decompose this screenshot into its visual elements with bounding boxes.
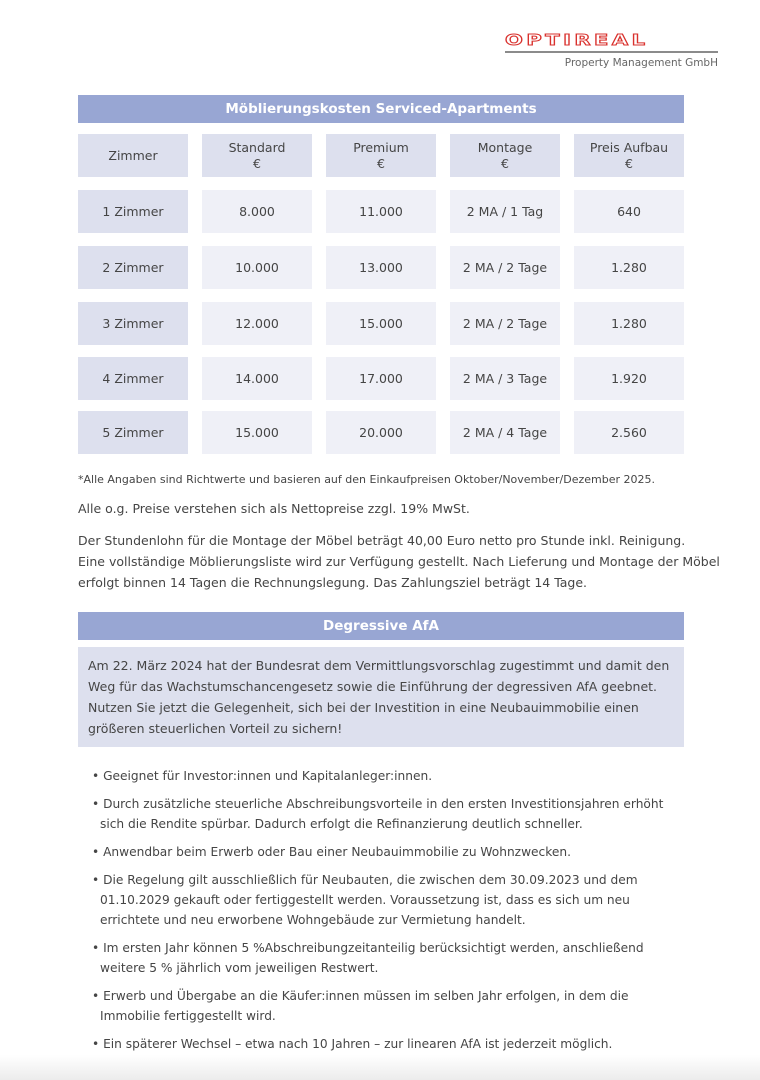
list-item: • Die Regelung gilt ausschließlich für Neubauten, die zwischen dem 30.09.2023 und dem 01.10.2029 gekauft oder fertiggestellt werden. Voraussetzung ist, dass es sich um neu errichtete und neu erworbene Wohngebäude zur Vermietung handelt. xyxy=(88,870,688,930)
afa-title: Degressive AfA xyxy=(78,612,684,640)
table-cell: 2.560 xyxy=(574,411,684,454)
column-header-label: Zimmer xyxy=(108,147,158,163)
list-item: • Erwerb und Übergabe an die Käufer:innen müssen im selben Jahr erfolgen, in dem die Immobilie fertiggestellt wird. xyxy=(88,986,688,1026)
table-title: Möblierungskosten Serviced-Apartments xyxy=(78,95,684,123)
column-header-label: Premium xyxy=(353,139,409,155)
list-item: • Geeignet für Investor:innen und Kapitalanleger:innen. xyxy=(88,766,688,786)
table-cell: 12.000 xyxy=(202,302,312,345)
table-cell: 1.920 xyxy=(574,357,684,400)
column-header-unit: € xyxy=(253,155,261,171)
table-cell: 2 MA / 1 Tag xyxy=(450,190,560,233)
list-item: • Im ersten Jahr können 5 %Abschreibungzeitanteilig berücksichtigt werden, anschließend weitere 5 % jährlich vom jeweiligen Restwert. xyxy=(88,938,688,978)
column-header xyxy=(574,134,684,177)
table-cell: 14.000 xyxy=(202,357,312,400)
afa-intro: Am 22. März 2024 hat der Bundesrat dem Vermittlungsvorschlag zugestimmt und damit den Weg für das Wachstumschancengesetz sowie die Einführung der degressiven AfA geebnet. xyxy=(88,658,670,694)
table-cell: 20.000 xyxy=(326,411,436,454)
row-label: 5 Zimmer xyxy=(78,411,188,454)
table-cell: 13.000 xyxy=(326,246,436,289)
column-header-unit: € xyxy=(501,155,509,171)
afa-bullet-list xyxy=(88,766,688,1062)
table-cell: 15.000 xyxy=(202,411,312,454)
table-cell: 1.280 xyxy=(574,246,684,289)
column-header xyxy=(202,134,312,177)
afa-intro-cta: Nutzen Sie jetzt die Gelegenheit, sich bei der Investition in eine Neubauimmobilie einen größeren steuerlichen Vorteil zu sichern! xyxy=(88,700,639,736)
table-cell: 2 MA / 2 Tage xyxy=(450,246,560,289)
column-header xyxy=(450,134,560,177)
table-cell: 17.000 xyxy=(326,357,436,400)
column-header-label: Montage xyxy=(477,139,533,155)
logo-divider xyxy=(505,51,718,53)
logo-subtitle: Property Management GmbH xyxy=(564,56,718,69)
invoice-note: erfolgt binnen 14 Tagen die Rechnungslegung. Das Zahlungsziel beträgt 14 Tage. xyxy=(78,575,588,590)
table-cell: 10.000 xyxy=(202,246,312,289)
table-cell: 8.000 xyxy=(202,190,312,233)
row-label: 4 Zimmer xyxy=(78,357,188,400)
row-label: 1 Zimmer xyxy=(78,190,188,233)
logo-wordmark: OPTIREAL xyxy=(505,31,649,49)
company-logo xyxy=(505,32,718,69)
table-cell: 640 xyxy=(574,190,684,233)
table-cell: 1.280 xyxy=(574,302,684,345)
column-header-unit: € xyxy=(625,155,633,171)
footnote: *Alle Angaben sind Richtwerte und basieren auf den Einkaufpreisen Oktober/November/Dezember 2025. xyxy=(78,473,656,486)
column-header xyxy=(326,134,436,177)
list-item: • Ein späterer Wechsel – etwa nach 10 Jahren – zur linearen AfA ist jederzeit möglich. xyxy=(88,1034,688,1054)
wage-note: Der Stundenlohn für die Montage der Möbel beträgt 40,00 Euro netto pro Stunde inkl. Reinigung. xyxy=(78,533,686,548)
list-item: • Durch zusätzliche steuerliche Abschreibungsvorteile in den ersten Investitionsjahren erhöht sich die Rendite spürbar. Dadurch erfolgt die Refinanzierung deutlich schneller. xyxy=(88,794,688,834)
page-bottom-shadow xyxy=(0,1055,760,1080)
table-cell: 2 MA / 2 Tage xyxy=(450,302,560,345)
afa-intro-box xyxy=(78,647,684,747)
table-cell: 2 MA / 4 Tage xyxy=(450,411,560,454)
table-cell: 11.000 xyxy=(326,190,436,233)
column-header xyxy=(78,134,188,177)
table-cell: 15.000 xyxy=(326,302,436,345)
column-header-unit: € xyxy=(377,155,385,171)
table-cell: 2 MA / 3 Tage xyxy=(450,357,560,400)
furnishing-list-note: Eine vollständige Möblierungsliste wird zur Verfügung gestellt. Nach Lieferung und Montage der Möbel xyxy=(78,554,720,569)
row-label: 3 Zimmer xyxy=(78,302,188,345)
list-item: • Anwendbar beim Erwerb oder Bau einer Neubauimmobilie zu Wohnzwecken. xyxy=(88,842,688,862)
column-header-label: Standard xyxy=(228,139,286,155)
row-label: 2 Zimmer xyxy=(78,246,188,289)
net-prices-note: Alle o.g. Preise verstehen sich als Nettopreise zzgl. 19% MwSt. xyxy=(78,501,470,516)
column-header-label: Preis Aufbau xyxy=(589,139,669,155)
